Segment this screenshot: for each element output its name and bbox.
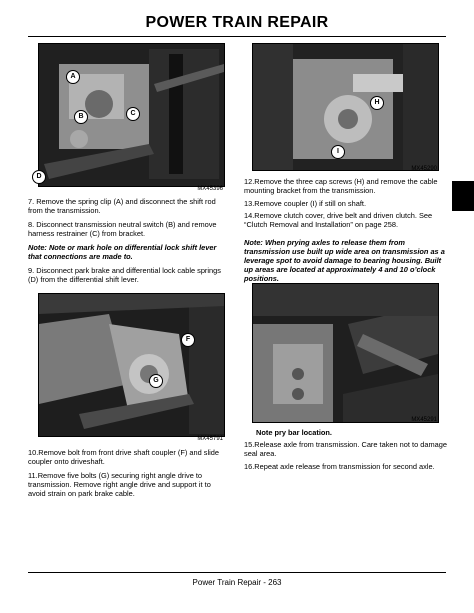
note-prying-axles: Note: When prying axles to release them from transmission use built up wide area on transmission as a leverage spot to avoid damage to bearing housing. Built up areas are located at approximately 4 and 10 o’clock positions. — [244, 238, 445, 283]
step-8: 8. Disconnect transmission neutral switch (B) and remove harness restrainer (C) from bracket. — [28, 220, 217, 238]
step-14: 14.Remove clutch cover, drive belt and driven clutch. See “Clutch Removal and Installation” on page 258. — [244, 211, 433, 229]
step-15: 15.Release axle from transmission. Care taken not to damage seal area. — [244, 440, 447, 458]
callout-g: G — [149, 374, 163, 388]
page-title: POWER TRAIN REPAIR — [145, 14, 329, 31]
callout-a: A — [66, 70, 80, 84]
step-11: 11.Remove five bolts (G) securing right angle drive to transmission. Remove right angle drive and support it to avoid strain on park brake cable. — [28, 471, 211, 498]
footer-rule — [28, 572, 446, 573]
step-12: 12.Remove the three cap screws (H) and remove the cable mounting bracket from the transmission. — [244, 177, 438, 195]
callout-c: C — [126, 107, 140, 121]
note-differential-lock: Note: Note or mark hole on differential lock shift lever that connections are made to. — [28, 243, 217, 261]
figure-caption-1: MX45396 — [197, 186, 223, 192]
callout-i: I — [331, 145, 345, 159]
page-footer: Power Train Repair - 263 — [192, 578, 282, 587]
figure-caption-4: MX45291 — [411, 417, 437, 423]
callout-h: H — [370, 96, 384, 110]
figure-caption-3: MX45791 — [197, 436, 223, 442]
step-16: 16.Repeat axle release from transmission for second axle. — [244, 462, 435, 471]
step-9: 9. Disconnect park brake and differential lock cable springs (D) from the differential shift lever. — [28, 266, 221, 284]
figure-photo-3 — [38, 293, 225, 437]
callout-b: B — [74, 110, 88, 124]
step-7: 7. Remove the spring clip (A) and disconnect the shift rod from the transmission. — [28, 197, 216, 215]
section-tab-marker — [452, 181, 474, 211]
callout-f: F — [181, 333, 195, 347]
figure-caption-2: MX45290 — [411, 166, 437, 172]
step-10: 10.Remove bolt from front drive shaft coupler (F) and slide coupler onto driveshaft. — [28, 448, 220, 466]
step-13: 13.Remove coupler (I) if still on shaft. — [244, 199, 366, 208]
callout-d: D — [32, 170, 46, 184]
figure-photo-4 — [252, 283, 439, 423]
pry-bar-note: Note pry bar location. — [256, 428, 332, 437]
figure-photo-2 — [252, 43, 439, 171]
header-rule — [28, 36, 446, 37]
